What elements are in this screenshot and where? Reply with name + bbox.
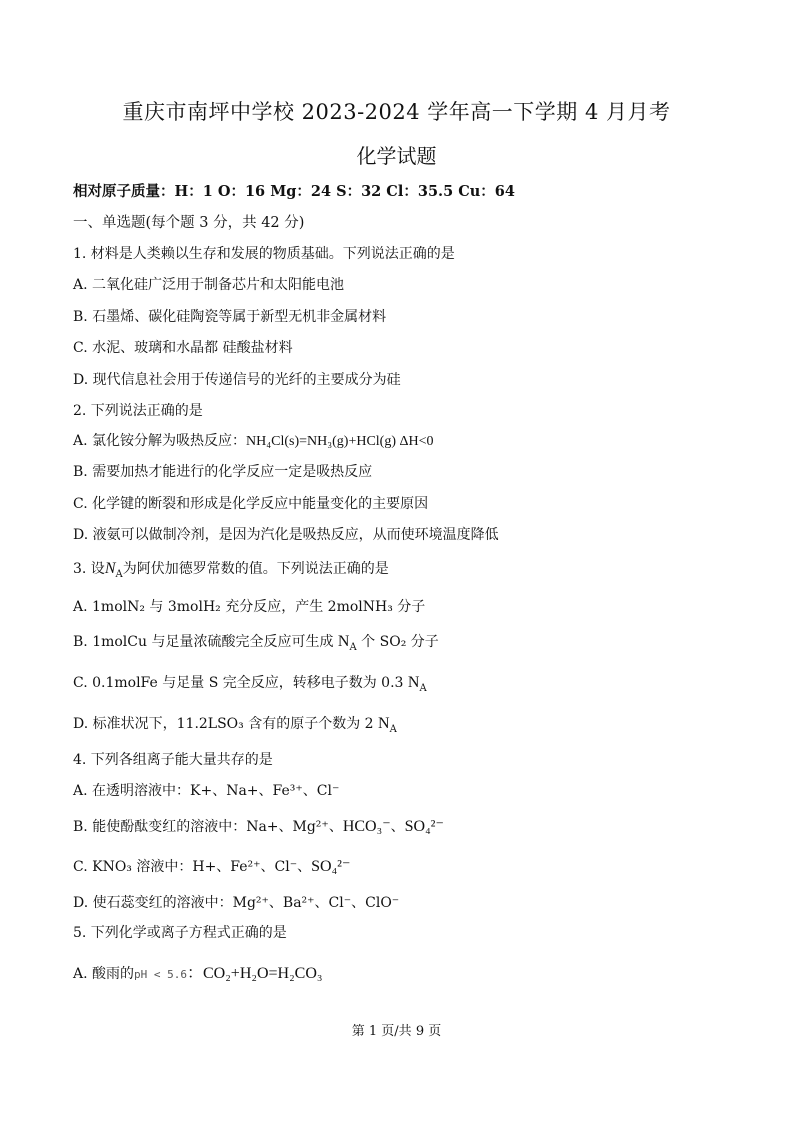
q4-option-b: B. 能使酚酞变红的溶液中：Na+、Mg²⁺、HCO₃⁻、SO₄²⁻ <box>73 818 444 835</box>
q3-option-b-post: 个 SO₂ 分子 <box>361 634 439 650</box>
q4-option-c <box>73 856 350 876</box>
q4-option-d: D. 使石蕊变红的溶液中：Mg²⁺、Ba²⁺、Cl⁻、ClO⁻ <box>73 895 400 911</box>
na-symbol: N <box>407 674 420 691</box>
q2-option-c: C. 化学键的断裂和形成是化学反应中能量变化的主要原因 <box>73 496 429 512</box>
q3-option-d <box>73 713 397 735</box>
q3-stem-post: 为阿伏加德罗常数的值。下列说法正确的是 <box>122 561 389 577</box>
na-subscript: A <box>349 641 357 653</box>
q4-option-b-text: B. 能使酚酞变红的溶液中：Na+、Mg²⁺、 <box>73 819 343 835</box>
q3-option-b <box>73 631 439 653</box>
na-subscript: A <box>389 723 397 735</box>
q3-option-a: A. 1molN₂ 与 3molH₂ 充分反应，产生 2molNH₃ 分子 <box>73 599 426 615</box>
q3-option-c-pre: C. 0.1molFe 与足量 S 完全反应，转移电子数为 0.3 <box>73 675 404 691</box>
q5-option-a-equation: ：CO₂+H₂O=H₂CO₃ <box>187 965 323 982</box>
atomic-mass-line: 相对原子质量：H：1 O：16 Mg：24 S：32 Cl：35.5 Cu：64 <box>73 183 515 200</box>
na-symbol: N <box>378 715 390 732</box>
q1-stem: 1. 材料是人类赖以生存和发展的物质基础。下列说法正确的是 <box>73 246 455 262</box>
q1-option-c: C. 水泥、玻璃和水晶都 硅酸盐材料 <box>73 340 293 356</box>
section-heading <box>73 211 304 232</box>
q1-option-b: B. 石墨烯、碳化硅陶瓷等属于新型无机非金属材料 <box>73 309 387 325</box>
q2-option-b: B. 需要加热才能进行的化学反应一定是吸热反应 <box>73 464 373 480</box>
q2-option-d: D. 液氨可以做制冷剂，是因为汽化是吸热反应，从而使环境温度降低 <box>73 527 499 543</box>
q2-option-a-equation: NH₄Cl(s)=NH₃(g)+HCl(g) ΔH<0 <box>246 434 434 449</box>
q1-option-d: D. 现代信息社会用于传递信号的光纤的主要成分为硅 <box>73 372 401 388</box>
section-heading-text: 一、单选题(每个题 3 分，共 42 分) <box>73 215 305 231</box>
exam-title: 重庆市南坪中学校 2023-2024 学年高一下学期 4 月月考 <box>122 100 671 124</box>
q4-option-a: A. 在透明溶液中：K+、Na+、Fe³⁺、Cl⁻ <box>73 783 340 799</box>
q1-option-a: A. 二氧化硅广泛用于制备芯片和太阳能电池 <box>73 277 345 293</box>
q5-option-a <box>73 960 322 983</box>
na-subscript: A <box>115 568 123 580</box>
q5-stem: 5. 下列化学或离子方程式正确的是 <box>73 925 287 941</box>
q2-option-a-text: A. 氯化铵分解为吸热反应： <box>73 433 247 449</box>
q4-stem: 4. 下列各组离子能大量共存的是 <box>73 752 273 768</box>
page-footer: 第 1 页/共 9 页 <box>351 1024 442 1039</box>
na-symbol: N <box>337 633 350 650</box>
bicarbonate-ion: HCO₃⁻ <box>342 818 391 835</box>
q2-stem: 2. 下列说法正确的是 <box>73 403 203 419</box>
na-subscript: A <box>419 682 427 694</box>
q5-option-a-text: A. 酸雨的 <box>73 966 135 982</box>
na-symbol: N <box>104 560 116 577</box>
q3-option-d-pre: D. 标准状况下，11.2LSO₃ 含有的原子个数为 2 <box>73 716 374 732</box>
q3-option-b-pre: B. 1molCu 与足量浓硫酸完全反应可生成 <box>73 634 334 650</box>
q4-option-c-text: C. KNO₃ 溶液中：H+、Fe²⁺、Cl⁻、 <box>73 859 312 875</box>
sulfate-ion: SO₄²⁻ <box>311 858 351 875</box>
q3-option-c <box>73 672 427 694</box>
q2-option-a <box>73 430 434 450</box>
q3-stem-pre: 3. 设 <box>73 561 105 577</box>
sulfate-ion: SO₄²⁻ <box>404 818 444 835</box>
exam-subtitle: 化学试题 <box>356 144 437 168</box>
q3-stem <box>73 558 389 580</box>
ph-expression: pH < 5.6 <box>134 968 187 981</box>
